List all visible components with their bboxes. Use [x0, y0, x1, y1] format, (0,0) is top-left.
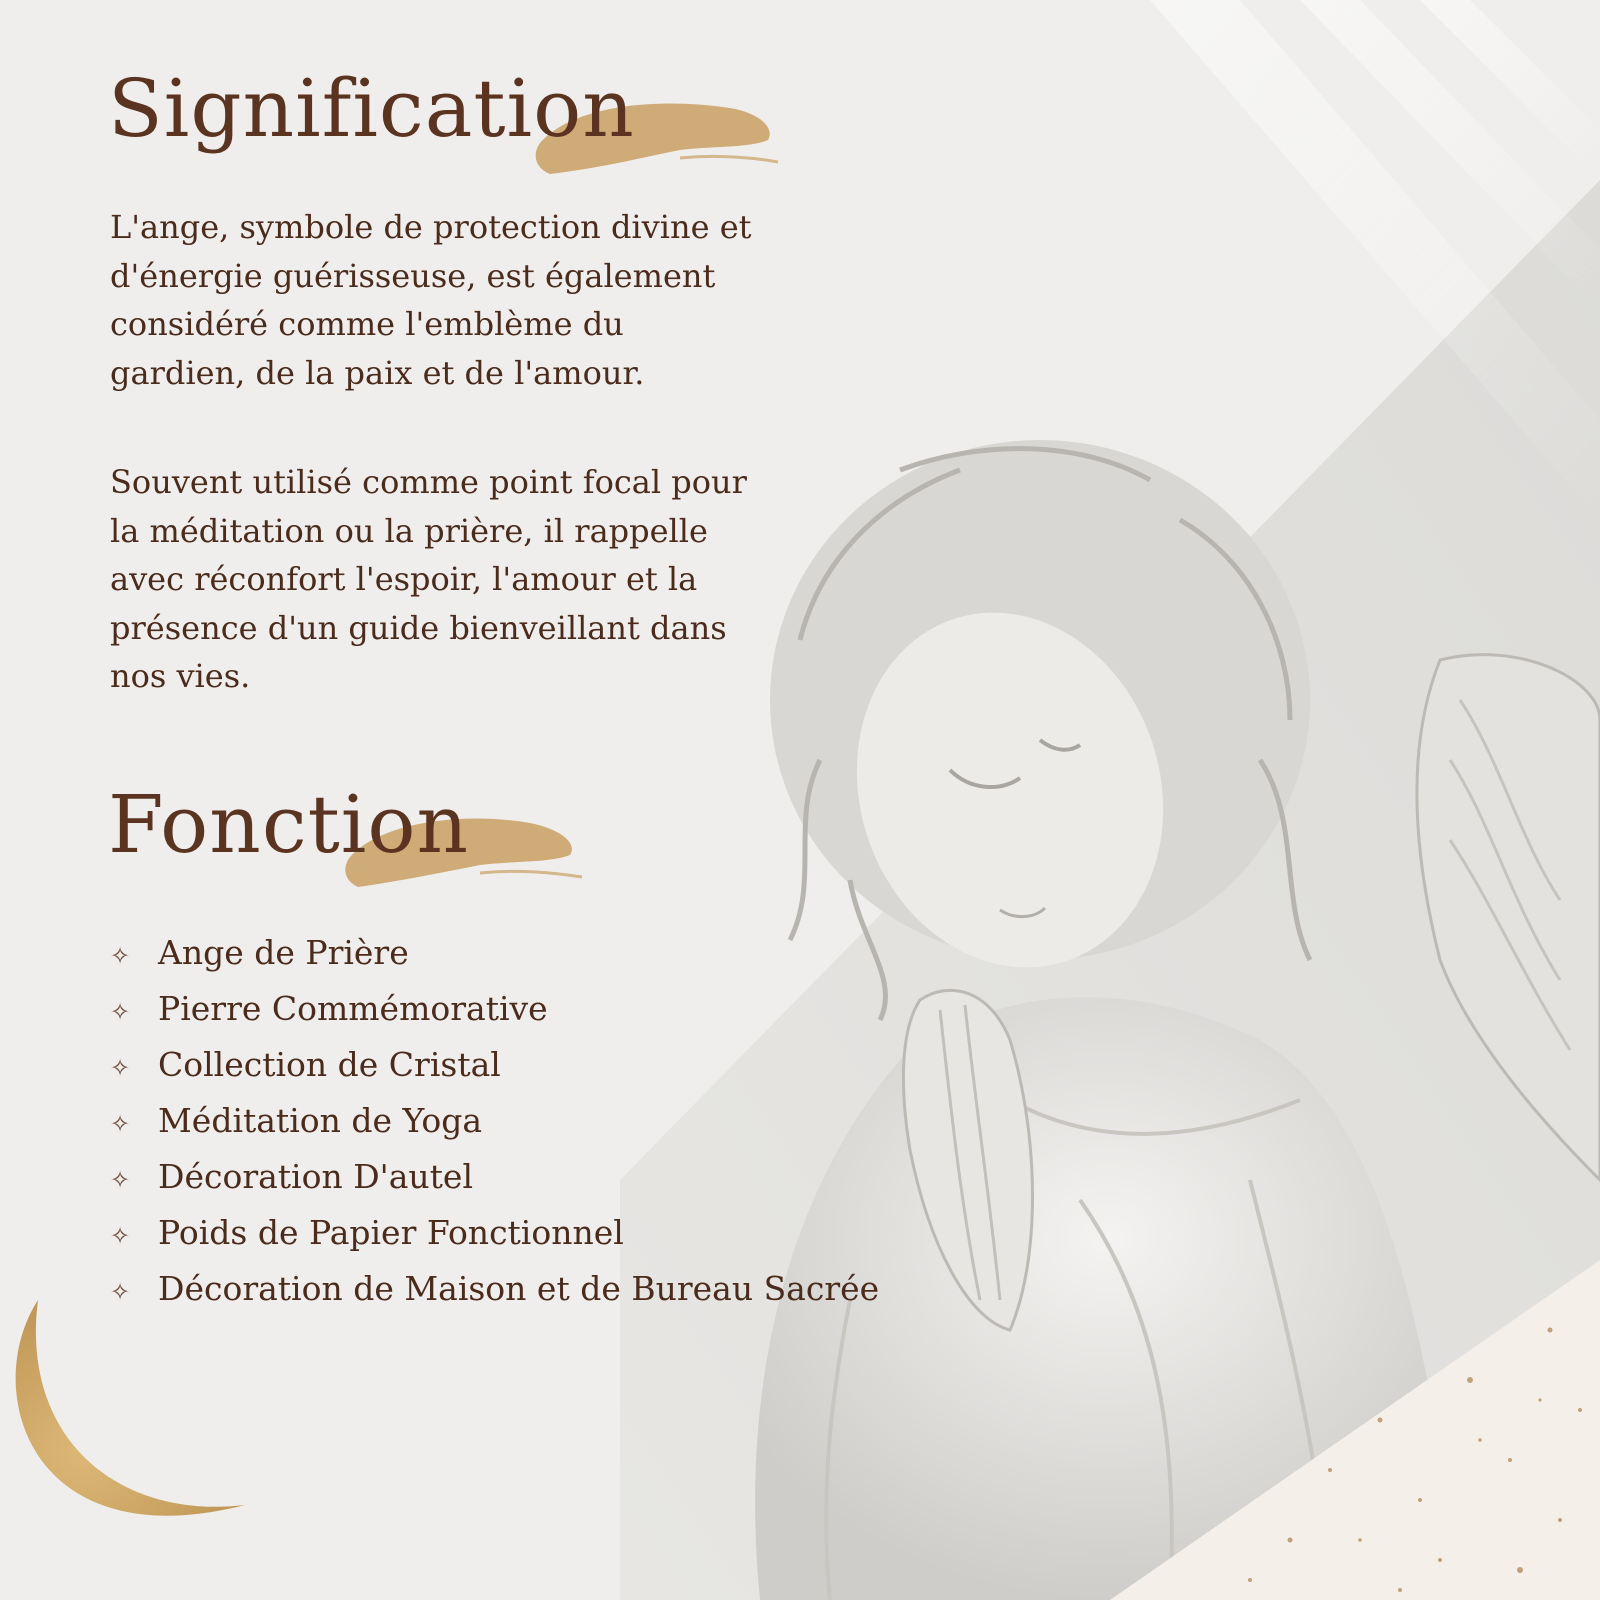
four-point-star-icon: ✧ — [110, 1166, 131, 1194]
four-point-star-icon: ✧ — [110, 942, 131, 970]
fonction-heading: Fonction — [108, 778, 470, 871]
list-item — [110, 988, 879, 1044]
list-item — [110, 1100, 879, 1156]
list-item-label: Pierre Commémorative — [158, 989, 548, 1028]
four-point-star-icon: ✧ — [110, 1222, 131, 1250]
list-item — [110, 1268, 879, 1324]
signification-heading: Signification — [108, 62, 635, 155]
list-item-label: Méditation de Yoga — [158, 1101, 483, 1140]
crescent-moon-icon — [16, 1300, 245, 1516]
list-item — [110, 1156, 879, 1212]
list-item — [110, 932, 879, 988]
signification-paragraph-1: L'ange, symbole de protection divine et d'énergie guérisseuse, est également considéré comme l'emblème du gardien, de la paix et de l'amour. — [110, 208, 752, 392]
list-item-label: Ange de Prière — [158, 933, 409, 972]
signification-paragraph-2: Souvent utilisé comme point focal pour la méditation ou la prière, il rappelle avec réconfort l'espoir, l'amour et la présence d'un guide bienveillant dans nos vies. — [110, 463, 747, 695]
list-item-label: Poids de Papier Fonctionnel — [158, 1213, 624, 1252]
list-item-label: Décoration de Maison et de Bureau Sacrée — [158, 1269, 880, 1308]
four-point-star-icon: ✧ — [110, 998, 131, 1026]
list-item-label: Collection de Cristal — [158, 1045, 501, 1084]
list-item-label: Décoration D'autel — [158, 1157, 474, 1196]
list-item — [110, 1044, 879, 1100]
fonction-list — [110, 932, 879, 1324]
list-item — [110, 1212, 879, 1268]
four-point-star-icon: ✧ — [110, 1278, 131, 1306]
four-point-star-icon: ✧ — [110, 1054, 131, 1082]
four-point-star-icon: ✧ — [110, 1110, 131, 1138]
